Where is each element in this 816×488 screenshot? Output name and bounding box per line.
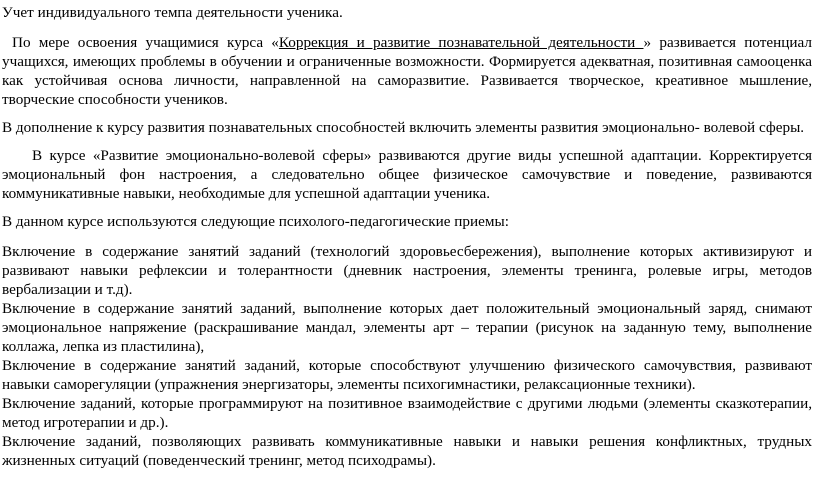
paragraph-text: » развивается потенциал учащихся, имеющих проблемы в обучении и ограниченные возможности. Формируется адекватная, позитивная самооценка как устойчивая основа личности, направленной на саморазвитие. Развивается творческое, креативное мышление, творческие способности учеников. xyxy=(2,34,812,108)
list-item: Включение в содержание занятий заданий, выполнение которых дает положительный эмоциональный заряд, снимают эмоциональное напряжение (раскрашивание мандал, элементы арт – терапии (рисунок на заданную тему, выполнение коллажа, лепка из пластилина), xyxy=(2,300,812,355)
paragraph-addition: В дополнение к курсу развития познавательных способностей включить элементы развития эмоционально- волевой сферы. xyxy=(2,119,805,136)
paragraph-emotional-course: В курсе «Развитие эмоционально-волевой сферы» развиваются другие виды успешной адаптации. Корректируется эмоциональный фон настроения, а следовательно общее физическое самочувствие и поведение, развиваются коммуникативные навыки, необходимые для успешной адаптации ученика. xyxy=(2,147,812,202)
course-title: Коррекция и развитие познавательной деятельности xyxy=(278,34,644,51)
paragraph-course-outcomes xyxy=(2,33,812,109)
list-item: Включение заданий, позволяющих развивать коммуникативные навыки и навыки решения конфликтных, трудных жизненных ситуаций (поведенческий тренинг, метод психодрамы). xyxy=(2,433,812,469)
list-item: Включение в содержание занятий заданий, которые способствуют улучшению физического самочувствия, развивают навыки саморегуляции (упражнения энергизаторы, элементы психогимнастики, релаксационные техники). xyxy=(2,357,812,393)
paragraph-text: По мере освоения учащимися курса « xyxy=(12,34,279,51)
list-item: Включение в содержание занятий заданий (технологий здоровьесбережения), выполнение которых активизируют и развивают навыки рефлексии и толерантности (дневник настроения, элементы тренинга, ролевые игры, методов вербализации и т.д). xyxy=(2,243,812,298)
paragraph-techniques-intro: В данном курсе используются следующие психолого-педагогические приемы: xyxy=(2,213,509,230)
list-item: Включение заданий, которые программируют на позитивное взаимодействие с другими людьми (элементы сказкотерапии, метод игротерапии и др.). xyxy=(2,395,812,431)
document-heading: Учет индивидуального темпа деятельности ученика. xyxy=(2,4,343,21)
